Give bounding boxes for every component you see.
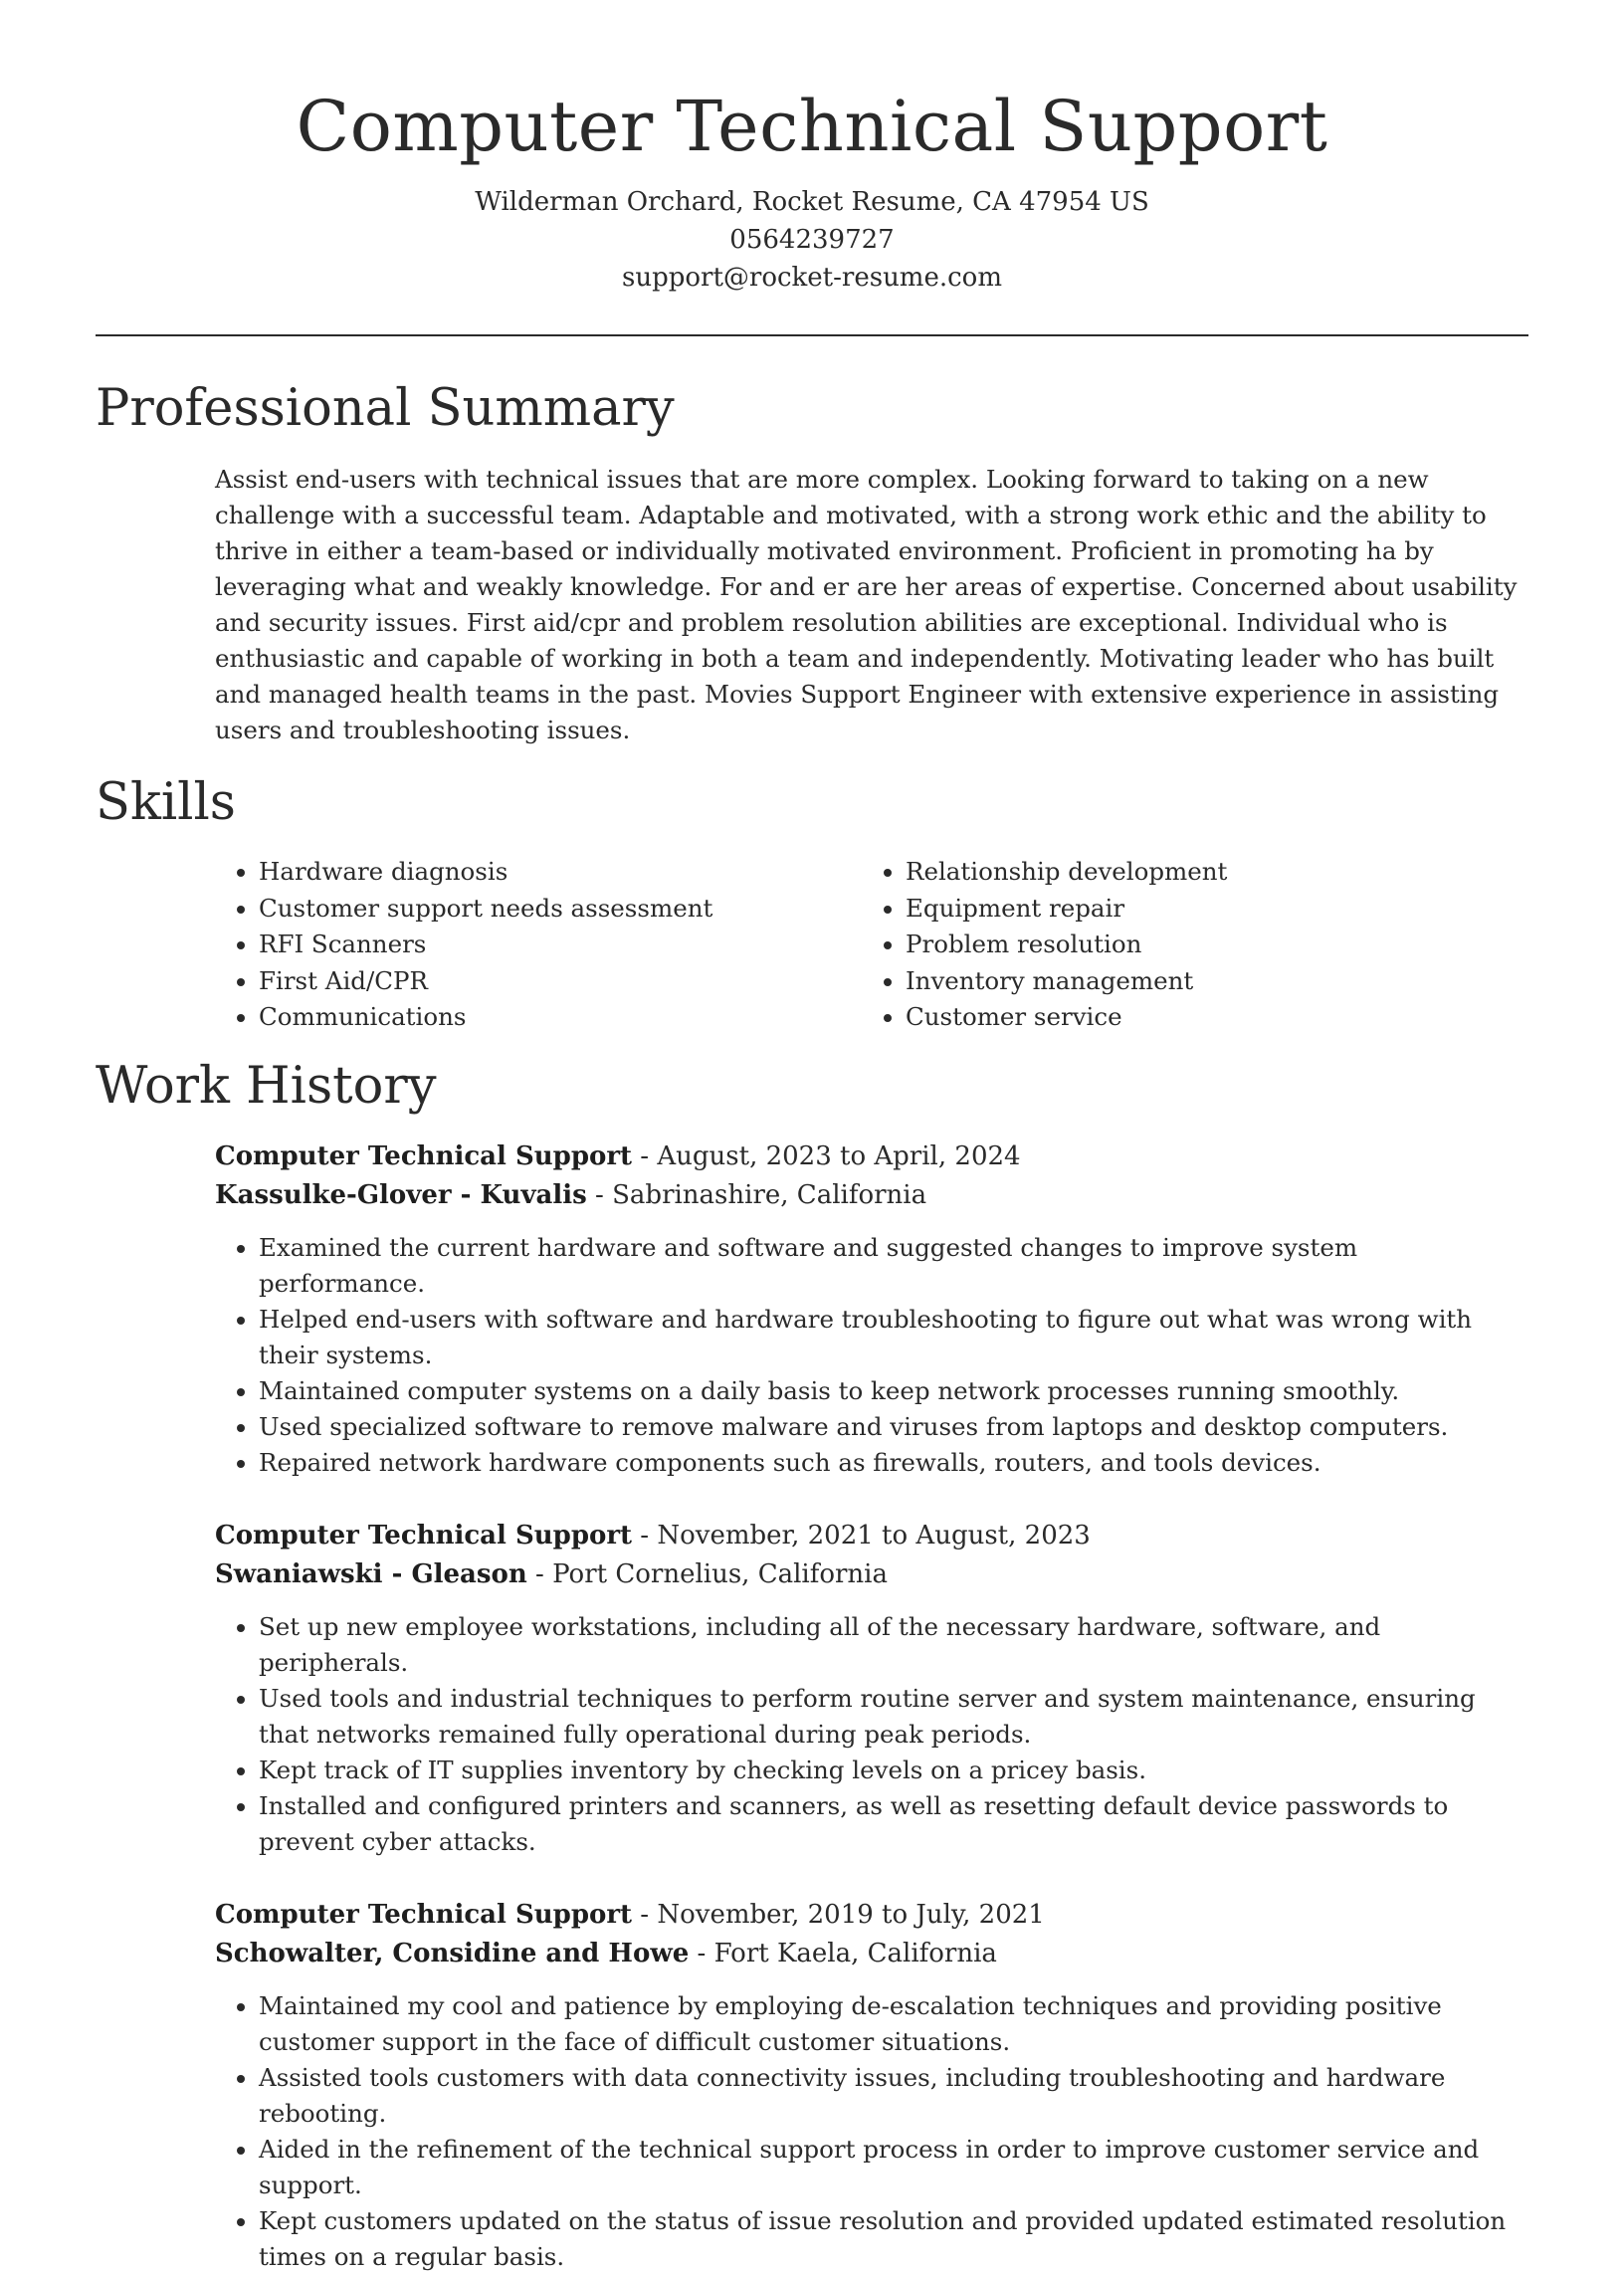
job-responsibilities [215,1609,1528,1860]
job-bullet: • Aided in the refinement of the technical support process in order to improve customer service and support. [259,2132,1528,2203]
contact-info [96,183,1528,297]
job-company-line [215,1176,1528,1215]
job-entry [215,1896,1528,2275]
job-dates: - August, 2023 to April, 2024 [632,1140,1021,1171]
job-location: - Sabrinashire, California [586,1179,927,1210]
job-title-line [215,1138,1528,1176]
job-bullet: • Maintained my cool and patience by employing de-escalation techniques and providing positive customer support in the face of difficult customer situations. [259,1988,1528,2060]
skills-grid [215,854,1528,1036]
skill-item: • Relationship development [906,854,1499,891]
job-dates: - November, 2019 to July, 2021 [632,1899,1045,1930]
job-responsibilities [215,1230,1528,1481]
job-company: Swaniawski - Gleason [215,1558,527,1589]
contact-phone: 0564239727 [729,225,895,255]
job-entry [215,1138,1528,1481]
skills-column-right [862,854,1499,1036]
section-heading-skills: Skills [96,773,236,832]
job-company: Kassulke-Glover - Kuvalis [215,1179,587,1210]
job-bullet: • Set up new employee workstations, including all of the necessary hardware, software, and peripherals. [259,1609,1528,1681]
job-bullet: • Kept track of IT supplies inventory by checking levels on a pricey basis. [259,1753,1528,1788]
contact-address: Wilderman Orchard, Rocket Resume, CA 47954 US [475,187,1149,217]
job-dates: - November, 2021 to August, 2023 [632,1520,1091,1551]
job-bullet: • Used tools and industrial techniques to perform routine server and system maintenance, ensuring that networks remained fully operational during peak periods. [259,1681,1528,1753]
job-bullet: • Repaired network hardware components such as firewalls, routers, and tools devices. [259,1445,1528,1481]
section-professional-summary [96,376,1528,748]
job-company: Schowalter, Considine and Howe [215,1938,690,1968]
job-location: - Fort Kaela, California [689,1938,997,1968]
section-heading-summary: Professional Summary [96,379,675,438]
job-responsibilities [215,1988,1528,2275]
resume-header [96,82,1528,297]
page-title: Computer Technical Support [296,86,1328,167]
summary-paragraph: Assist end-users with technical issues that are more complex. Looking forward to taking on a new challenge with a successful team. Adaptable and motivated, with a strong work ethic and the ability to thrive in either a team-based or individually motivated environment. Proficient in promoting ha by leveraging what and weakly knowledge. For and er are her areas of expertise. Concerned about usability and security issues. First aid/cpr and problem resolution abilities are exceptional. Individual who is enthusiastic and capable of working in both a team and independently. Motivating leader who has built and managed health teams in the past. Movies Support Engineer with extensive experience in assisting users and troubleshooting issues. [215,465,1518,744]
job-company-line [215,1935,1528,1973]
job-bullet: • Helped end-users with software and hardware troubleshooting to figure out what was wrong with their systems. [259,1302,1528,1373]
job-bullet: • Examined the current hardware and software and suggested changes to improve system performance. [259,1230,1528,1302]
job-bullet: • Maintained computer systems on a daily basis to keep network processes running smoothly. [259,1373,1528,1409]
contact-email: support@rocket-resume.com [621,263,1002,293]
job-bullet: • Kept customers updated on the status of issue resolution and provided updated estimated resolution times on a regular basis. [259,2203,1528,2275]
skill-item: • RFI Scanners [259,927,862,963]
job-title: Computer Technical Support [215,1520,633,1551]
skill-item: • Communications [259,999,862,1036]
job-company-line [215,1555,1528,1594]
skill-item: • Problem resolution [906,927,1499,963]
skill-item: • Hardware diagnosis [259,854,862,891]
job-bullet: • Assisted tools customers with data connectivity issues, including troubleshooting and hardware rebooting. [259,2060,1528,2132]
skills-column-left [215,854,862,1036]
section-heading-work-history: Work History [96,1056,437,1116]
header-divider [96,334,1528,336]
job-title-line [215,1517,1528,1555]
job-location: - Port Cornelius, California [526,1558,888,1589]
job-title-line [215,1896,1528,1935]
skill-item: • Customer service [906,999,1499,1036]
skill-item: • Inventory management [906,963,1499,1000]
section-skills [96,770,1528,1036]
skill-item: • Equipment repair [906,891,1499,928]
skill-item: • First Aid/CPR [259,963,862,1000]
job-title: Computer Technical Support [215,1140,633,1171]
job-entry [215,1517,1528,1860]
skill-item: • Customer support needs assessment [259,891,862,928]
job-bullet: • Used specialized software to remove malware and viruses from laptops and desktop computers. [259,1409,1528,1445]
job-bullet: • Installed and configured printers and scanners, as well as resetting default device passwords to prevent cyber attacks. [259,1788,1528,1860]
job-title: Computer Technical Support [215,1899,633,1930]
section-work-history [96,1054,1528,2275]
